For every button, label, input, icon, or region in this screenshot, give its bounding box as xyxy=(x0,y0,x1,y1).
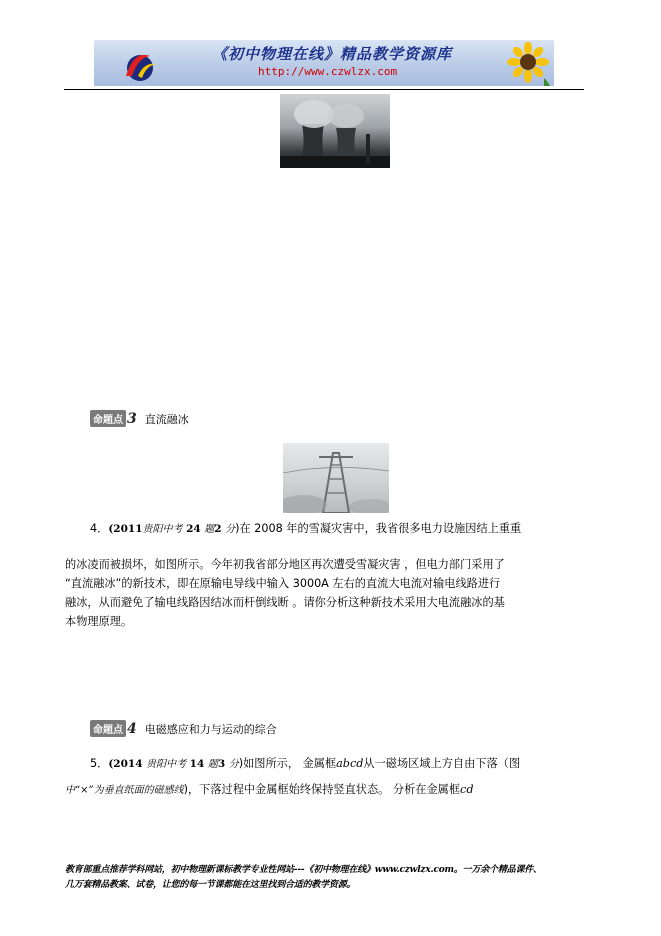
question-4-line-1: 4．(2011贵阳中考 24 题2 分)在 2008 年的雪凝灾害中，我省很多电力设施因结上重重 xyxy=(90,522,522,535)
footer-line-2: 几万套精品教案、试卷，让您的每一节课都能在这里找到合适的教学资源。 xyxy=(65,880,356,890)
question-5-line-2: 中“×”为垂直纸面的磁感线)，下落过程中金属框始终保持竖直状态。 分析在金属框cd xyxy=(65,783,474,796)
site-logo-icon xyxy=(120,46,160,82)
banner-title: 《初中物理在线》精品教学资源库 xyxy=(212,45,453,63)
iced-tower-photo xyxy=(283,443,389,513)
sunflower-icon xyxy=(504,42,552,86)
topic-4-heading xyxy=(90,720,277,737)
question-4-line-5: 本物理原理。 xyxy=(65,615,133,628)
topic-title: 直流融冰 xyxy=(144,412,189,426)
header-banner xyxy=(94,40,554,86)
question-4-line-4: 融冰，从而避免了输电线路因结冰而杆倒线断 。请你分析这种新技术采用大电流融冰的基 xyxy=(65,596,505,609)
footer-line-1: 教育部重点推荐学科网站，初中物理新课标教学专业性网站---《初中物理在线》www.czwlzx.com。一万余个精品课件、 xyxy=(65,865,542,875)
topic-number: 4 xyxy=(127,720,137,737)
topic-title: 电磁感应和力与运动的综合 xyxy=(144,722,277,736)
banner-url[interactable]: http://www.czwlzx.com xyxy=(258,65,398,78)
question-4-line-2: 的冰凌而被损坏，如图所示。今年初我省部分地区再次遭受雪凝灾害 ，但电力部门采用了 xyxy=(65,558,505,571)
topic-tag: 命题点 xyxy=(90,410,126,427)
power-plant-photo xyxy=(280,94,390,168)
header-rule xyxy=(64,89,584,90)
question-4-line-3: “直流融冰”的新技术，即在原输电导线中输入 3000A 左右的直流大电流对输电线路进行 xyxy=(65,577,501,590)
question-5-line-1: 5．(2014 贵阳中考 14 题3 分)如图所示， 金属框abcd从一磁场区域上方自由下落（图 xyxy=(90,757,521,770)
topic-3-heading xyxy=(90,410,189,427)
topic-number: 3 xyxy=(127,410,137,427)
topic-tag: 命题点 xyxy=(90,720,126,737)
